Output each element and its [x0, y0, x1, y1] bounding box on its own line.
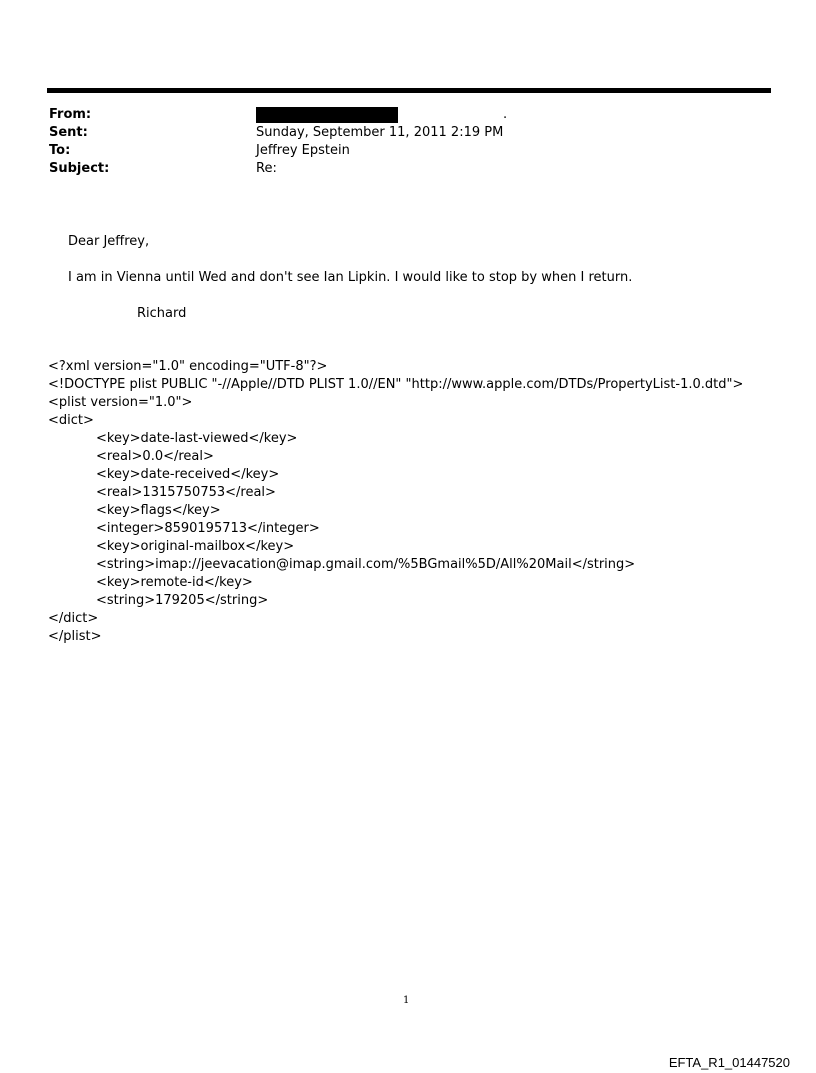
- to-value: Jeffrey Epstein: [256, 143, 350, 158]
- redacted-sender: [256, 107, 398, 123]
- greeting: Dear Jeffrey,: [68, 234, 150, 249]
- from-label: From:: [49, 107, 92, 122]
- subject-label: Subject:: [49, 161, 110, 176]
- signature: Richard: [137, 306, 187, 321]
- xml-line: <?xml version="1.0" encoding="UTF-8"?>: [48, 359, 328, 374]
- document-id: EFTA_R1_01447520: [668, 1055, 790, 1070]
- xml-line: <key>original-mailbox</key>: [96, 539, 295, 554]
- xml-line: </plist>: [48, 629, 102, 644]
- xml-line: <key>flags</key>: [96, 503, 221, 518]
- sent-value: Sunday, September 11, 2011 2:19 PM: [256, 125, 504, 140]
- xml-line: <integer>8590195713</integer>: [96, 521, 320, 536]
- message-paragraph: I am in Vienna until Wed and don't see Ian Lipkin. I would like to stop by when I return.: [68, 270, 633, 285]
- subject-value: Re:: [256, 161, 277, 176]
- xml-line: <real>0.0</real>: [96, 449, 214, 464]
- xml-line: <real>1315750753</real>: [96, 485, 276, 500]
- xml-line: <!DOCTYPE plist PUBLIC "-//Apple//DTD PLIST 1.0//EN" "http://www.apple.com/DTDs/PropertyList-1.0.dtd">: [48, 377, 744, 392]
- page-number: 1: [403, 995, 410, 1006]
- to-label: To:: [49, 143, 71, 158]
- xml-line: <key>remote-id</key>: [96, 575, 253, 590]
- header-rule: [47, 88, 771, 93]
- xml-line: <plist version="1.0">: [48, 395, 193, 410]
- stray-dot: .: [503, 107, 508, 122]
- xml-line: <key>date-last-viewed</key>: [96, 431, 298, 446]
- sent-label: Sent:: [49, 125, 88, 140]
- xml-line: <string>imap://jeevacation@imap.gmail.com/%5BGmail%5D/All%20Mail</string>: [96, 557, 636, 572]
- xml-line: <dict>: [48, 413, 94, 428]
- xml-line: <key>date-received</key>: [96, 467, 280, 482]
- xml-line: </dict>: [48, 611, 99, 626]
- xml-line: <string>179205</string>: [96, 593, 269, 608]
